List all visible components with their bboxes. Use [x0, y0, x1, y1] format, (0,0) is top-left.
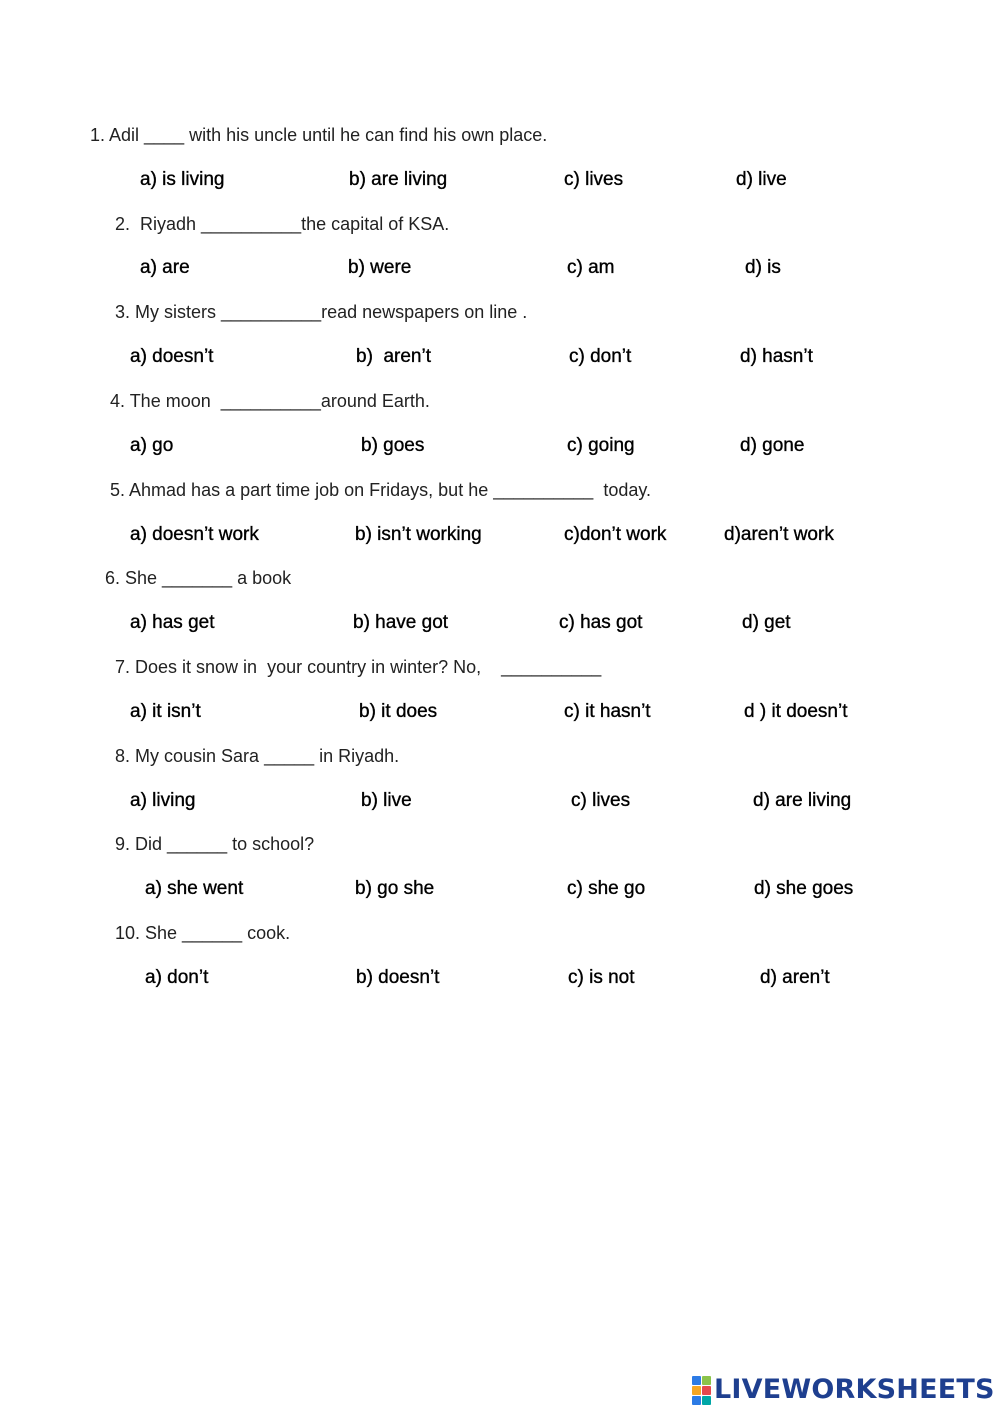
question-2-option-b[interactable]: b) were — [348, 257, 412, 278]
question-1-option-b[interactable]: b) are living — [349, 169, 448, 190]
question-9-prompt: 9. Did ______ to school? — [115, 834, 315, 854]
question-2-option-c[interactable]: c) am — [567, 257, 615, 278]
question-9-option-d[interactable]: d) she goes — [754, 878, 854, 899]
question-6-option-d[interactable]: d) get — [742, 612, 791, 633]
question-7-option-c[interactable]: c) it hasn’t — [564, 701, 651, 722]
question-7-option-b[interactable]: b) it does — [359, 701, 438, 722]
question-10-option-b[interactable]: b) doesn’t — [356, 967, 440, 988]
question-6-option-c[interactable]: c) has got — [559, 612, 643, 633]
question-9-option-a[interactable]: a) she went — [145, 878, 244, 899]
question-3-option-d[interactable]: d) hasn’t — [740, 346, 813, 367]
question-8-prompt: 8. My cousin Sara _____ in Riyadh. — [115, 746, 400, 766]
question-10-option-d[interactable]: d) aren’t — [760, 967, 830, 988]
question-10-option-c[interactable]: c) is not — [568, 967, 635, 988]
question-3-option-b[interactable]: b) aren’t — [356, 346, 431, 367]
question-7-prompt: 7. Does it snow in your country in winter? No, __________ — [115, 657, 602, 677]
question-9-option-b[interactable]: b) go she — [355, 878, 435, 899]
question-2-option-a[interactable]: a) are — [140, 257, 190, 278]
question-5-prompt: 5. Ahmad has a part time job on Fridays, but he __________ today. — [110, 480, 652, 500]
question-1-option-a[interactable]: a) is living — [140, 169, 225, 190]
question-6-prompt: 6. She _______ a book — [105, 568, 292, 588]
logo-grid-icon — [692, 1376, 711, 1405]
question-4-option-a[interactable]: a) go — [130, 435, 174, 456]
liveworksheets-logo — [692, 1374, 995, 1406]
question-5-option-b[interactable]: b) isn’t working — [355, 524, 482, 545]
question-8-option-c[interactable]: c) lives — [571, 790, 631, 811]
question-6-option-b[interactable]: b) have got — [353, 612, 449, 633]
question-3-prompt: 3. My sisters __________read newspapers on line . — [115, 302, 528, 322]
question-5-option-a[interactable]: a) doesn’t work — [130, 524, 259, 545]
question-3-option-a[interactable]: a) doesn’t — [130, 346, 214, 367]
question-10-option-a[interactable]: a) don’t — [145, 967, 209, 988]
question-10-prompt: 10. She ______ cook. — [115, 923, 291, 943]
question-5-option-d[interactable]: d)aren’t work — [724, 524, 834, 545]
question-8-option-b[interactable]: b) live — [361, 790, 412, 811]
question-8-option-d[interactable]: d) are living — [753, 790, 852, 811]
logo-text: LIVEWORKSHEETS — [714, 1374, 995, 1405]
question-7-option-a[interactable]: a) it isn’t — [130, 701, 201, 722]
question-1-prompt: 1. Adil ____ with his uncle until he can find his own place. — [90, 125, 548, 145]
question-1-option-c[interactable]: c) lives — [564, 169, 624, 190]
question-5-option-c[interactable]: c)don’t work — [564, 524, 667, 545]
question-4-prompt: 4. The moon __________around Earth. — [110, 391, 430, 411]
question-1-option-d[interactable]: d) live — [736, 169, 787, 190]
question-4-option-d[interactable]: d) gone — [740, 435, 805, 456]
question-2-option-d[interactable]: d) is — [745, 257, 781, 278]
question-7-option-d[interactable]: d ) it doesn’t — [744, 701, 848, 722]
question-2-prompt: 2. Riyadh __________the capital of KSA. — [115, 214, 450, 234]
question-8-option-a[interactable]: a) living — [130, 790, 196, 811]
question-9-option-c[interactable]: c) she go — [567, 878, 646, 899]
question-3-option-c[interactable]: c) don’t — [569, 346, 632, 367]
question-4-option-b[interactable]: b) goes — [361, 435, 425, 456]
question-6-option-a[interactable]: a) has get — [130, 612, 215, 633]
question-4-option-c[interactable]: c) going — [567, 435, 635, 456]
